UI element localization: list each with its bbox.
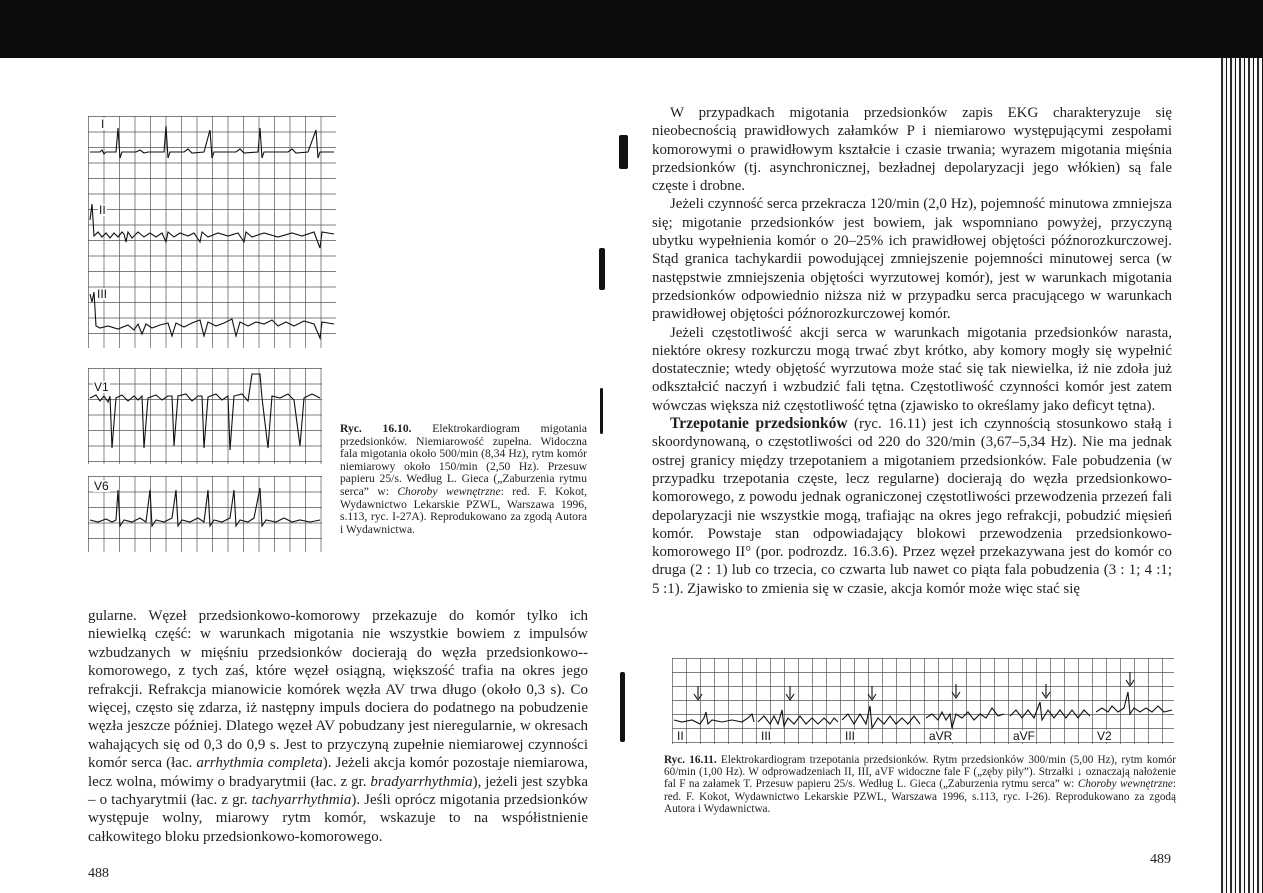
ecg-trace-lead-V1 — [90, 374, 320, 450]
ecg-grid-v6 — [88, 476, 322, 552]
paragraph: gularne. Węzeł przedsionkowo-komorowy przekazuje do komór tylko ich niewielką część: w warunkach migotania nie wszystkie bowiem z impulsów wzbudzanych w mięśniu przedsionków docierają do węzła przedsionkowo--komorowego, z tych zaś, które węzeł osiągną, większość trafia na okres jego refrakcji. Refrakcja mianowicie komórek węzła AV trwa długo (około 0,3 s). Co więcej, często się zdarza, iż następny impuls dociera do podatnego na pobudzenie węzła jeszcze później. Dlatego węzeł AV pobudzany jest nieregularnie, w okresach wahających się od 0,3 do 0,9 s. Jest to przyczyną zupełnie niemiarowej czynności komór serca (łac. arrhythmia completa). Jeżeli akcja komór pozostaje niemiarowa, lecz wolna, mówimy o bradyarytmii (łac. z gr. bradyarrhythmia), jeżeli jest szybka – o tachyarytmii (łac. z gr. tachyarrhythmia). Jeśli oprócz migotania przedsionków występuje wolny, miarowy rytm komór, wskazuje to na współistnienie całkowitego bloku przedsionkowo-komorowego. — [88, 608, 589, 845]
figure-caption-16-10 — [340, 423, 587, 536]
ecg-trace-flutter-III — [758, 710, 838, 726]
ecg-trace-flutter-V2 — [1096, 692, 1172, 714]
ecg-figure-16-11 — [672, 658, 1174, 744]
book-gutter — [1218, 58, 1263, 893]
lead-label-flutter-4: aVR — [929, 729, 953, 743]
ecg-grid-v1 — [88, 368, 322, 464]
lead-label-I: I — [101, 117, 105, 131]
right-page-body — [652, 104, 1172, 598]
spine-mark — [620, 672, 625, 742]
ecg-trace-flutter-aVF — [1010, 702, 1090, 720]
spine-mark — [619, 135, 628, 169]
ecg-trace-lead-III — [90, 292, 334, 338]
arrow-icon — [786, 686, 794, 700]
lead-label-V1: V1 — [94, 380, 109, 394]
paragraph: Trzepotanie przedsionków (ryc. 16.11) jest ich czynnością stosunkowo stałą i skoordynowaną, o częstotliwości od 220 do 320/min (3,67–5,34 Hz). Nie ma jednak ostrej granicy między trzepotaniem a migotaniem przedsionków. Fale pobudzenia (w przypadku trzepotania częste, lecz regularne) docierają do węzła przedsionkowo-komorowego, z powodu jednak ograniczonej częstotliwości przewodzenia przezeń fali depolaryzacji nie wszystkie mogą, trafiając na okres jego refrakcji, pobudzić mięsień komór. Powstaje stan odpowiadający blokowi przewodzenia przedsionkowo-komorowego II° (por. podrozdz. 16.3.6). Przez węzeł przekazywana jest do komór co druga (2 : 1) lub co trzecia, co czwarta lub nawet co piąta fala pobudzenia (3 : 1; 4 :1; 5 :1). Zjawisko to zmienia się w czasie, akcja komór może więc stać się — [652, 415, 1172, 597]
ecg-figure-16-10-v1 — [88, 368, 322, 464]
paragraph: Jeżeli czynność serca przekracza 120/min (2,0 Hz), pojemność minutowa zmniejsza się; migotanie przedsionków jest bowiem, jak wspomniano powyżej, przyczyną ubytku wypełnienia komór o 20–25% ich prawidłowej objętości późnorozkurczowej. Stąd granica tachykardii powodującej zmniejszenie pojemności minutowej serca (w następstwie zmniejszenia objętości wyrzutowej komór), jest w warunkach migotania przedsionków odpowiednio niższa niż w przypadku serca pracującego w warunkach prawidłowej objętości późnorozkurczowej komór. — [652, 196, 1172, 323]
arrow-icon — [952, 684, 960, 698]
lead-label-III: III — [97, 287, 108, 301]
caption-tail: : red. F. Kokot, Wydawnictwo Lekarskie PZWL, Warszawa 1996, s.113, ryc. I-27A). Reprodukowano za zgodą Autora i Wydawnictwa. — [340, 484, 587, 536]
ecg-trace-flutter-aVR — [926, 708, 1004, 728]
ecg-trace-flutter-II — [674, 712, 754, 724]
paragraph: Jeżeli częstotliwość akcji serca w warunkach migotania przedsionków narasta, niektóre okresy rozkurczu mogą trwać zbyt krótko, aby komory mogły się wypełnić dostatecznie; wtedy objętość wyrzutowa może stać się tak niewielka, iż nie zdoła już odkształcić naczyń i wzbudzić fali tętna. Częstotliwość czynności komór jest zatem wówczas większa niż częstotliwość tętna (zjawisko to określamy jako deficyt tętna). — [652, 324, 1172, 414]
caption-italic: Choroby wewnętrzne — [397, 484, 501, 498]
ecg-trace-lead-V6 — [90, 488, 320, 526]
caption-italic: Choroby wewnętrzne — [1077, 778, 1173, 791]
ecg-trace-lead-I — [90, 126, 334, 158]
lead-label-flutter-3: III — [845, 729, 856, 743]
lead-label-flutter-5: aVF — [1013, 729, 1036, 743]
caption-number: Ryc. 16.10. — [340, 422, 412, 435]
scan-top-edge — [0, 0, 1263, 58]
caption-number: Ryc. 16.11. — [664, 754, 717, 766]
lead-label-flutter-1: II — [677, 729, 684, 743]
ecg-trace-flutter-III-b — [842, 706, 920, 728]
left-page-body — [88, 607, 588, 846]
ecg-grid-limb — [88, 116, 336, 348]
arrow-icon — [1126, 672, 1134, 686]
ecg-figure-16-10-v6 — [88, 476, 322, 552]
arrow-icon — [1042, 684, 1050, 698]
ecg-trace-lead-II — [90, 204, 334, 248]
lead-label-flutter-2: III — [761, 729, 772, 743]
caption-text: Elektrokardiogram migotania przedsionków. Niemiarowość zupełna. Widoczna fala migotania około 500/min (8,34 Hz), rytm komór niemiarowy około 150/min (2,50 Hz). Przesuw papieru 25/s. Według L. Gieca („Zaburzenia rytmu serca” w: — [340, 422, 587, 498]
lead-label-II: II — [99, 203, 106, 217]
figure-caption-16-11 — [664, 754, 1176, 815]
page-number-left: 488 — [88, 866, 109, 881]
page-number-right: 489 — [1150, 852, 1171, 867]
spine-mark — [599, 248, 605, 290]
lead-label-flutter-6: V2 — [1097, 729, 1112, 743]
spine-mark — [600, 388, 603, 434]
paragraph: W przypadkach migotania przedsionków zapis EKG charakteryzuje się nieobecnością prawidłowych załamków P i niemiarowo występującymi zespołami komorowymi o prawidłowym kształcie i czasie trwania; wyrazem migotania mięśnia przedsionków (tj. asynchronicznej, bezładnej depolaryzacji jego włókien) są fale częste i drobne. — [652, 105, 1172, 195]
arrow-icon — [868, 686, 876, 700]
caption-text: Elektrokardiogram trzepotania przedsionków. Rytm przedsionków 300/min (5,00 Hz), rytm komór 60/min (1,00 Hz). W odprowadzeniach II, III, aVF widoczne fale F („zęby piły”). Strzałki ↓ oznaczają nałożenie fal F na załamek T. Przesuw papieru 25/s. Według L. Gieca („Zaburzenia rytmu serca” w: — [664, 754, 1176, 791]
ecg-figure-16-10-limb — [88, 116, 336, 348]
caption-tail: : red. F. Kokot, Wydawnictwo Lekarskie PZWL, Warszawa 1996, s.113, ryc. I-26). Reprodukowano za zgodą Autora i Wydawnictwa. — [664, 778, 1176, 815]
lead-label-V6: V6 — [94, 479, 109, 493]
